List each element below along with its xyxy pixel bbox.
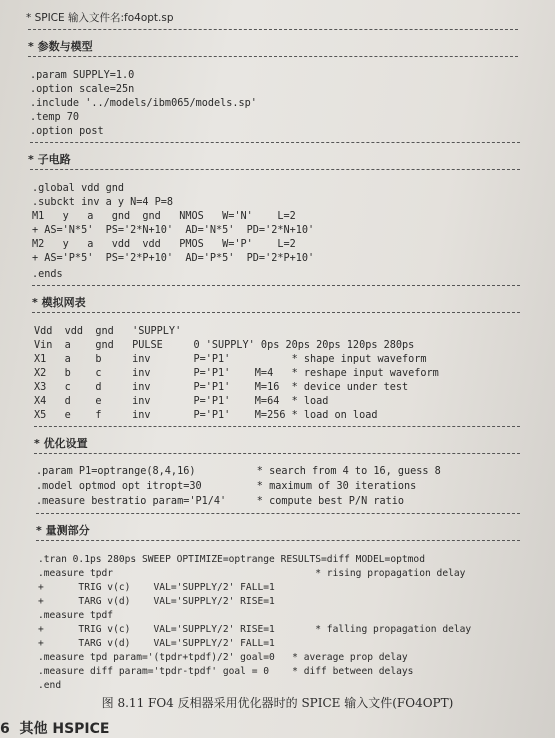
code-line: + TRIG v(c) VAL='SUPPLY/2' FALL=1 xyxy=(38,582,275,593)
running-footer: 6 其他 HSPICE xyxy=(0,721,110,737)
code-line: .param SUPPLY=1.0 xyxy=(30,70,135,81)
divider xyxy=(32,285,520,286)
code-line: .global vdd gnd xyxy=(32,183,125,194)
code-line: .tran 0.1ps 280ps SWEEP OPTIMIZE=optrange RESULTS=diff MODEL=optmod xyxy=(38,554,425,565)
code-line: X5 e f inv P='P1' M=256 * load on load xyxy=(34,410,378,421)
code-line: + TARG v(d) VAL='SUPPLY/2' FALL=1 xyxy=(38,638,275,649)
code-line: .measure tpdf xyxy=(38,610,114,621)
code-line: .model optmod opt itropt=30 * maximum of 30 iterations xyxy=(36,481,417,492)
code-line: Vdd vdd gnd 'SUPPLY' xyxy=(34,326,182,337)
code-line: X4 d e inv P='P1' M=64 * load xyxy=(34,396,329,407)
code-line: .measure diff param='tpdr-tpdf' goal = 0 * diff between delays xyxy=(38,666,414,677)
divider xyxy=(34,426,520,427)
section-heading-measure: * 量测部分 xyxy=(36,524,90,537)
code-line: X1 a b inv P='P1' * shape input waveform xyxy=(34,354,427,365)
section-heading-optim: * 优化设置 xyxy=(34,437,88,450)
code-line: .subckt inv a y N=4 P=8 xyxy=(32,197,174,208)
divider xyxy=(34,453,520,454)
code-line: X3 c d inv P='P1' M=16 * device under test xyxy=(34,382,409,393)
file-name-comment: * SPICE 输入文件名:fo4opt.sp xyxy=(26,12,174,24)
divider xyxy=(36,540,520,541)
divider xyxy=(36,513,520,514)
code-line: .param P1=optrange(8,4,16) * search from 4 to 16, guess 8 xyxy=(36,466,441,477)
code-line: .option post xyxy=(30,126,104,137)
divider xyxy=(30,142,520,143)
divider xyxy=(32,312,520,313)
section-heading-subckt: * 子电路 xyxy=(28,153,71,166)
code-line: + AS='P*5' PS='2*P+10' AD='P*5' PD='2*P+10' xyxy=(32,253,315,264)
code-line: M1 y a gnd gnd NMOS W='N' L=2 xyxy=(32,211,296,222)
divider xyxy=(28,29,518,30)
section-heading-netlist: * 模拟网表 xyxy=(32,296,86,309)
code-line: + AS='N*5' PS='2*N+10' AD='N*5' PD='2*N+10' xyxy=(32,225,315,236)
code-line: .end xyxy=(38,680,62,691)
section-heading-params: * 参数与模型 xyxy=(28,40,93,53)
code-line: .measure tpdr * rising propagation delay xyxy=(38,568,466,579)
code-line: + TRIG v(c) VAL='SUPPLY/2' RISE=1 * falling propagation delay xyxy=(38,624,472,635)
code-line: .temp 70 xyxy=(30,112,80,123)
figure-caption: 图 8.11 FO4 反相器采用优化器时的 SPICE 输入文件(FO4OPT) xyxy=(101,696,454,710)
code-line: .ends xyxy=(32,269,63,280)
code-line: X2 b c inv P='P1' M=4 * reshape input waveform xyxy=(34,368,439,379)
code-line: .measure bestratio param='P1/4' * compute best P/N ratio xyxy=(36,496,405,507)
code-line: + TARG v(d) VAL='SUPPLY/2' RISE=1 xyxy=(38,596,275,607)
code-line: Vin a gnd PULSE 0 'SUPPLY' 0ps 20ps 20ps 120ps 280ps xyxy=(34,340,415,351)
code-line: M2 y a vdd vdd PMOS W='P' L=2 xyxy=(32,239,296,250)
code-line: .measure tpd param='(tpdr+tpdf)/2' goal=0 * average prop delay xyxy=(38,652,408,663)
code-line: .include '../models/ibm065/models.sp' xyxy=(30,98,257,109)
code-line: .option scale=25n xyxy=(30,84,135,95)
divider xyxy=(28,56,518,57)
divider xyxy=(30,169,520,170)
